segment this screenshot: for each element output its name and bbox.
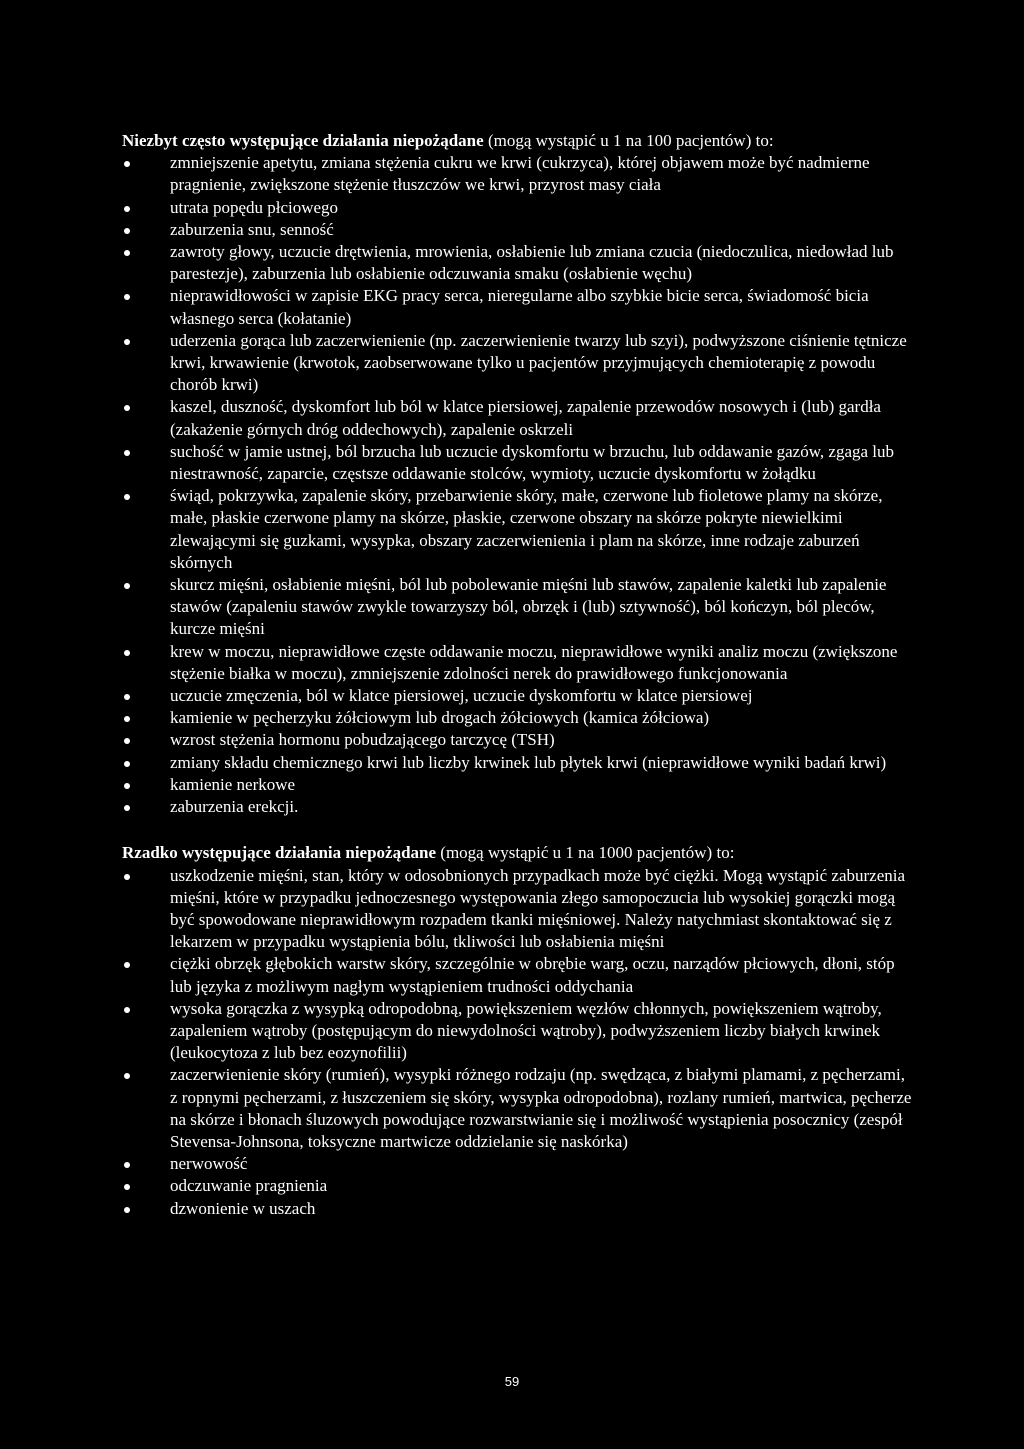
- list-item: [122, 1175, 912, 1197]
- bullet-icon: [124, 716, 130, 722]
- list-item: [122, 707, 912, 729]
- list-item-text: zaburzenia snu, senność: [170, 219, 334, 239]
- section-heading-rest: (mogą wystąpić u 1 na 1000 pacjentów) to:: [436, 843, 735, 863]
- list-item: [122, 574, 912, 641]
- list-item-text: kamienie nerkowe: [170, 774, 296, 794]
- bullet-icon: [124, 250, 130, 256]
- bullet-icon: [124, 1073, 130, 1079]
- list-item: [122, 285, 912, 329]
- list-item: [122, 685, 912, 707]
- list-item: [122, 396, 912, 440]
- list-item: [122, 485, 912, 574]
- list-item-text: nerwowość: [170, 1154, 248, 1174]
- bullet-icon: [124, 1007, 130, 1013]
- side-effect-list: [122, 865, 912, 1220]
- bullet-icon: [124, 161, 130, 167]
- list-item-text: wysoka gorączka z wysypką odropodobną, powiększeniem węzłów chłonnych, powiększeniem wątroby, zapaleniem wątroby (postępującym do niewydolności wątroby), podwyższeniem liczby białych krwinek (leukocytoza z lub bez eozynofilii): [170, 998, 882, 1063]
- section-heading-bold: Niezbyt często występujące działania niepożądane: [122, 131, 484, 150]
- bullet-icon: [124, 494, 130, 500]
- list-item: [122, 796, 912, 818]
- page-number: 59: [504, 1374, 520, 1389]
- list-item-text: uszkodzenie mięśni, stan, który w odosobnionych przypadkach może być ciężki. Mogą wystąpić zaburzenia mięśni, które w przypadku jednoczesnego występowania złego samopoczucia lub wysokiej gorączki mogą być spowodowane nieprawidłowym rozpadem tkanki mięśniowej. Należy natychmiast skontaktować się z lekarzem w przypadku wystąpienia bólu, tkliwości lub osłabienia mięśni: [170, 865, 906, 952]
- list-item-text: zaczerwienienie skóry (rumień), wysypki różnego rodzaju (np. swędząca, z białymi plamami, z pęcherzami, z ropnymi pęcherzami, z łuszczeniem się skóry, wysypka odropodobna), rozlany rumień, martwica, pęcherze na skórze i błonach śluzowych powodujące rozwarstwianie się i możliwość wystąpienia posocznicy (zespół Stevensa-Johnsona, toksyczne martwicze oddzielanie się naskórka): [170, 1065, 912, 1151]
- document-body: [122, 130, 912, 1220]
- list-item: [122, 774, 912, 796]
- section-heading-bold: Rzadko występujące działania niepożądane: [122, 843, 437, 863]
- bullet-icon: [124, 294, 130, 300]
- side-effect-list: [122, 152, 912, 818]
- list-item-text: kaszel, duszność, dyskomfort lub ból w klatce piersiowej, zapalenie przewodów nosowych i (lub) gardła (zakażenie górnych dróg oddechowych), zapalenie oskrzeli: [170, 397, 881, 439]
- bullet-icon: [124, 962, 130, 968]
- bullet-icon: [124, 583, 130, 589]
- bullet-icon: [124, 1184, 130, 1190]
- list-item-text: zawroty głowy, uczucie drętwienia, mrowienia, osłabienie lub zmiana czucia (niedoczulica, niedowład lub parestezje), zaburzenia lub osłabienie odczuwania smaku (osłabienie węchu): [170, 242, 894, 284]
- section-heading-rest: (mogą wystąpić u 1 na 100 pacjentów) to:: [483, 131, 774, 150]
- list-item: [122, 219, 912, 241]
- list-item: [122, 1153, 912, 1175]
- list-item-text: wzrost stężenia hormonu pobudzającego tarczycę (TSH): [170, 730, 555, 750]
- bullet-icon: [124, 805, 130, 811]
- list-item-text: krew w moczu, nieprawidłowe częste oddawanie moczu, nieprawidłowe wyniki analiz moczu (zwiększone stężenie białka w moczu), zmniejszenie zdolności nerek do prawidłowego funkcjonowania: [170, 641, 898, 683]
- list-item: [122, 752, 912, 774]
- list-item: [122, 152, 912, 196]
- list-item: [122, 998, 912, 1065]
- list-item: [122, 953, 912, 997]
- list-item-text: utrata popędu płciowego: [170, 197, 339, 217]
- list-item-text: kamienie w pęcherzyku żółciowym lub drogach żółciowych (kamica żółciowa): [170, 708, 710, 728]
- bullet-icon: [124, 1207, 130, 1213]
- section-heading: [122, 130, 912, 152]
- list-item: [122, 441, 912, 485]
- bullet-icon: [124, 206, 130, 212]
- list-item-text: odczuwanie pragnienia: [170, 1176, 328, 1196]
- list-item-text: skurcz mięśni, osłabienie mięśni, ból lub pobolewanie mięśni lub stawów, zapalenie kaletki lub zapalenie stawów (zapaleniu stawów zwykle towarzyszy ból, obrzęk i (lub) sztywność), ból kończyn, ból pleców, kurcze mięśni: [170, 575, 887, 639]
- bullet-icon: [124, 339, 130, 345]
- list-item-text: uderzenia gorąca lub zaczerwienienie (np. zaczerwienienie twarzy lub szyi), podwyższone ciśnienie tętnicze krwi, krwawienie (krwotok, zaobserwowane tylko u pacjentów przyjmujących chemioterapię z powodu chorób krwi): [170, 330, 907, 395]
- section-rare-side-effects: [122, 842, 912, 1219]
- bullet-icon: [124, 405, 130, 411]
- list-item: [122, 641, 912, 685]
- list-item-text: zmiany składu chemicznego krwi lub liczby krwinek lub płytek krwi (nieprawidłowe wyniki badań krwi): [170, 752, 887, 772]
- bullet-icon: [124, 228, 130, 234]
- list-item-text: świąd, pokrzywka, zapalenie skóry, przebarwienie skóry, małe, czerwone lub fioletowe plamy na skórze, małe, płaskie czerwone plamy na skórze, płaskie, czerwone obszary na skórze pokryte niewielkimi zlewającymi się guzkami, wysypka, obszary zaczerwienienia i plam na skórze, inne rodzaje zaburzeń skórnych: [170, 486, 883, 572]
- section-uncommon-side-effects: [122, 130, 912, 818]
- list-item: [122, 729, 912, 751]
- list-item-text: dzwonienie w uszach: [170, 1198, 316, 1218]
- list-item-text: uczucie zmęczenia, ból w klatce piersiowej, uczucie dyskomfortu w klatce piersiowej: [170, 686, 753, 706]
- list-item: [122, 1064, 912, 1153]
- section-heading: [122, 842, 912, 864]
- bullet-icon: [124, 1162, 130, 1168]
- bullet-icon: [124, 450, 130, 456]
- list-item-text: suchość w jamie ustnej, ból brzucha lub uczucie dyskomfortu w brzuchu, lub oddawanie gazów, zgaga lub niestrawność, zaparcie, częstsze oddawanie stolców, wymioty, uczucie dyskomfortu w żołądku: [170, 441, 895, 484]
- list-item-text: ciężki obrzęk głębokich warstw skóry, szczególnie w obrębie warg, oczu, narządów płciowych, dłoni, stóp lub języka z możliwym nagłym wystąpieniem trudności oddychania: [170, 954, 895, 996]
- list-item: [122, 865, 912, 954]
- bullet-icon: [124, 738, 130, 744]
- list-item-text: zmniejszenie apetytu, zmiana stężenia cukru we krwi (cukrzyca), której objawem może być nadmierne pragnienie, zwiększone stężenie tłuszczów we krwi, przyrost masy ciała: [170, 153, 870, 195]
- list-item: [122, 330, 912, 397]
- bullet-icon: [124, 874, 130, 880]
- list-item: [122, 1198, 912, 1220]
- bullet-icon: [124, 694, 130, 700]
- list-item: [122, 241, 912, 285]
- bullet-icon: [124, 650, 130, 656]
- bullet-icon: [124, 761, 130, 767]
- list-item-text: zaburzenia erekcji.: [170, 797, 299, 817]
- list-item: [122, 197, 912, 219]
- bullet-icon: [124, 783, 130, 789]
- list-item-text: nieprawidłowości w zapisie EKG pracy serca, nieregularne albo szybkie bicie serca, świadomość bicia własnego serca (kołatanie): [170, 286, 869, 328]
